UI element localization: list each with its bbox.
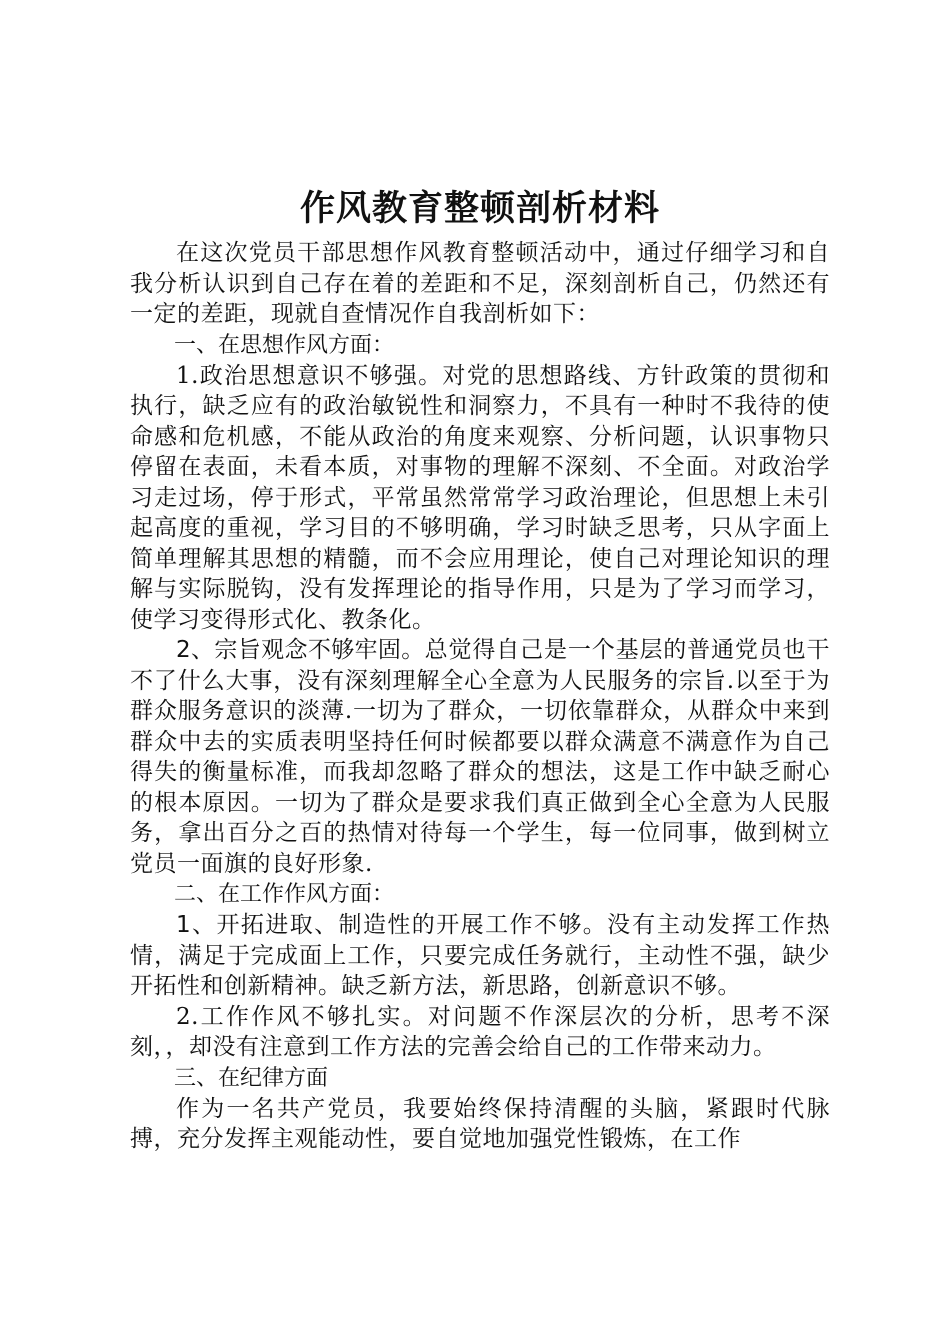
paragraph-body-purpose-concept: 总觉得自己是一个基层的普通党员也干不了什么大事，没有深刻理解全心全意为人民服务的宗旨.以至于为群众服务意识的淡薄.一切为了群众，一切依靠群众，从群众中来到群众中去的实质表明坚持任何时候都要以群众满意不满意作为自己得失的衡量标准，而我却忽略了群众的想法，这是工作中缺乏耐心的根本原因。一切为了群众是要求我们真正做到全心全意为人民服务，拿出百分之百的热情对待每一个学生，每一位同事，做到树立党员一面旗的良好形象. — [130, 637, 830, 877]
paragraph-body-pioneering: 没有主动发挥工作热情，满足于完成面上工作，只要完成任务就行，主动性不强，缺少开拓性和创新精神。缺乏新方法，新思路，创新意识不够。 — [130, 912, 830, 999]
paragraph-lead-purpose-concept: 2、宗旨观念不够牢固。 — [176, 637, 425, 663]
paragraph-discipline: 作为一名共产党员，我要始终保持清醒的头脑，紧跟时代脉搏，充分发挥主观能动性，要自觉地加强党性锻炼，在工作 — [130, 1095, 830, 1152]
section-heading-discipline: 三、在纪律方面 — [174, 1065, 329, 1091]
paragraph-lead-pioneering: 1、开拓进取、制造性的开展工作不够。 — [176, 912, 608, 938]
section-heading-work-style: 二、在工作作风方面： — [174, 882, 395, 907]
paragraph-purpose-concept — [130, 635, 830, 879]
section-heading-thought-style: 一、在思想作风方面： — [174, 332, 395, 358]
intro-paragraph: 在这次党员干部思想作风教育整顿活动中，通过仔细学习和自我分析认识到自己存在着的差距和不足，深刻剖析自己，仍然还有一定的差距，现就自查情况作自我剖析如下： — [130, 240, 830, 327]
document-title: 作风教育整顿剖析材料 — [299, 188, 660, 229]
paragraph-political-awareness: 1.政治思想意识不够强。对党的思想路线、方针政策的贯彻和执行，缺乏应有的政治敏锐性和洞察力，不具有一种时不我待的使命感和危机感，不能从政治的角度来观察、分析问题，认识事物只停留在表面，未看本质，对事物的理解不深刻、不全面。对政治学习走过场，停于形式，平常虽然常常学习政治理论，但思想上未引起高度的重视，学习目的不够明确，学习时缺乏思考，只从字面上简单理解其思想的精髓，而不会应用理论，使自己对理论知识的理解与实际脱钩，没有发挥理论的指导作用，只是为了学习而学习，使学习变得形式化、教条化。 — [130, 362, 830, 633]
document-page — [130, 186, 830, 1155]
paragraph-work-solidity: 2.工作作风不够扎实。对问题不作深层次的分析，思考不深刻，，却没有注意到工作方法的完善会给自己的工作带来动力。 — [130, 1003, 830, 1060]
paragraph-pioneering — [130, 910, 830, 1002]
